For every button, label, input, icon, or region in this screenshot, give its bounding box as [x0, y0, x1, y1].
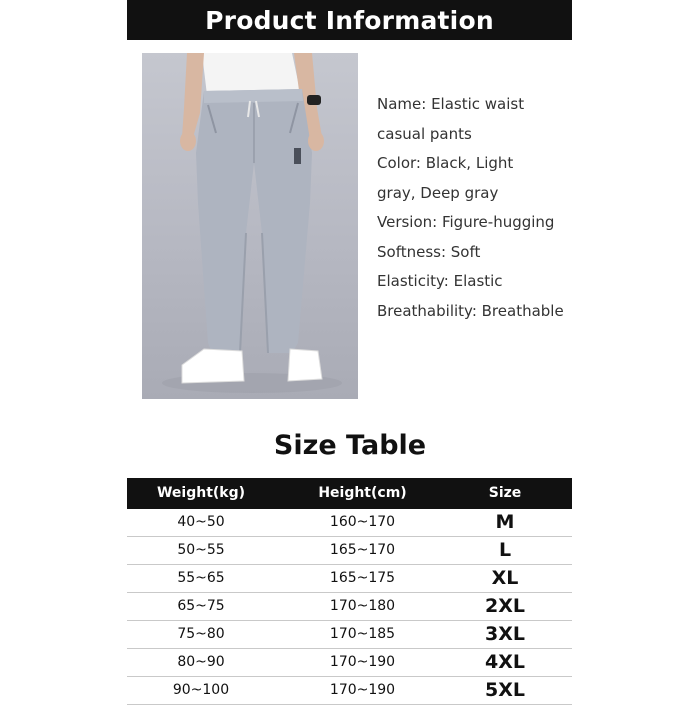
height-cell: 170~185 — [329, 626, 396, 642]
height-cell: 170~190 — [329, 654, 396, 670]
height-cell: 170~180 — [329, 598, 396, 614]
product-photo — [142, 53, 358, 399]
info-line: Elasticity: Elastic — [377, 272, 503, 290]
product-info — [377, 90, 587, 326]
info-line: Color: Black, Light — [377, 154, 514, 172]
height-cell: 170~190 — [329, 682, 396, 698]
height-cell: 160~170 — [329, 514, 396, 530]
size-table-title: Size Table — [273, 430, 427, 461]
size-cell: M — [495, 511, 515, 533]
table-row — [127, 593, 572, 621]
table-row — [127, 565, 572, 593]
page-title: Product Information — [205, 5, 494, 35]
weight-cell: 75~80 — [177, 626, 225, 642]
weight-cell: 80~90 — [177, 654, 225, 670]
info-line: Version: Figure-hugging — [377, 213, 555, 231]
height-cell: 165~170 — [329, 542, 396, 558]
pants-illustration — [142, 53, 358, 399]
size-cell: 2XL — [485, 595, 525, 617]
weight-cell: 55~65 — [177, 570, 225, 586]
info-line: Breathability: Breathable — [377, 301, 564, 320]
weight-cell: 90~100 — [172, 682, 230, 698]
table-row — [127, 649, 572, 677]
table-row — [127, 621, 572, 649]
table-row — [127, 537, 572, 565]
header-bar — [127, 0, 572, 40]
info-line: Name: Elastic waist — [377, 95, 525, 113]
size-cell: 3XL — [485, 623, 525, 645]
size-table-body — [127, 509, 572, 705]
info-line: gray, Deep gray — [377, 183, 499, 202]
size-cell: 5XL — [485, 679, 525, 701]
size-table-header — [127, 478, 572, 509]
size-cell: L — [498, 539, 512, 561]
size-cell: 4XL — [485, 651, 525, 673]
weight-cell: 65~75 — [177, 598, 225, 614]
info-line: casual pants — [377, 124, 472, 143]
info-line: Softness: Soft — [377, 242, 481, 261]
table-row — [127, 509, 572, 537]
column-header-height: Height(cm) — [318, 485, 407, 501]
weight-cell: 50~55 — [177, 542, 225, 558]
size-cell: XL — [491, 567, 519, 589]
height-cell: 165~175 — [329, 570, 396, 586]
column-header-size: Size — [488, 485, 522, 501]
weight-cell: 40~50 — [177, 514, 225, 530]
column-header-weight: Weight(kg) — [156, 485, 246, 501]
table-row — [127, 677, 572, 705]
